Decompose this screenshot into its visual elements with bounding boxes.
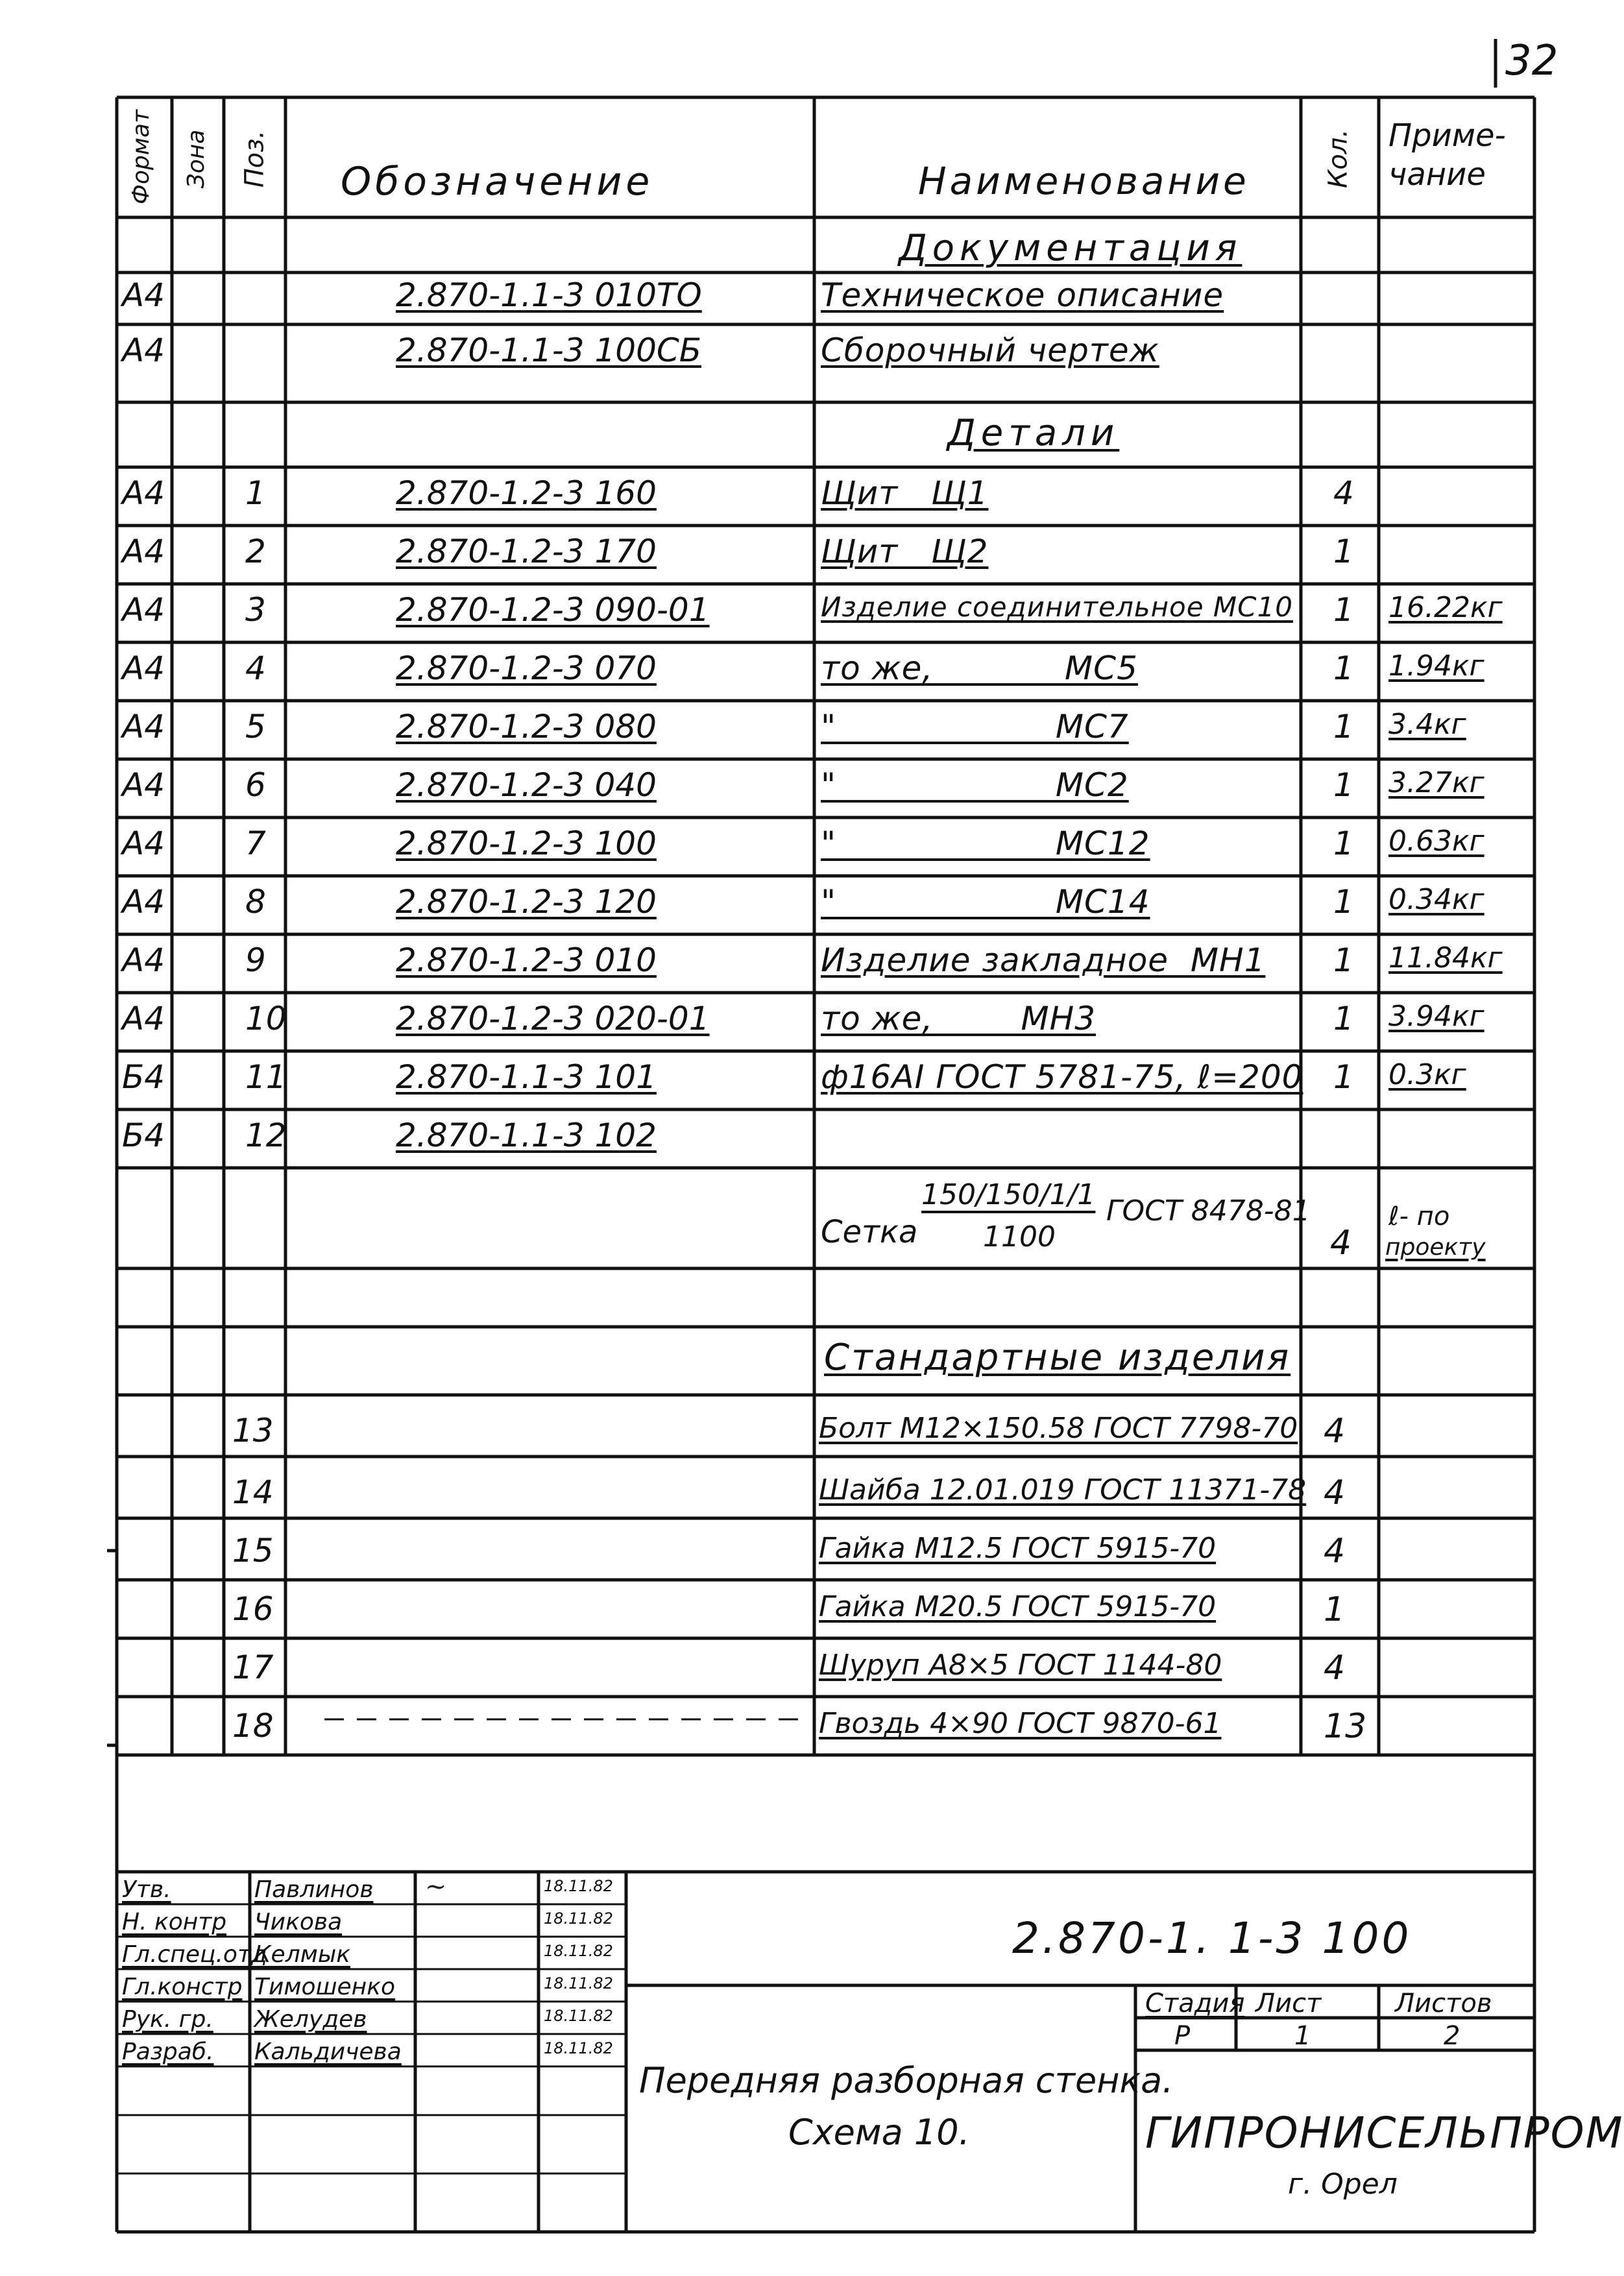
row-name: ф16АI ГОСТ 5781-75, ℓ=200 [821,1058,1303,1096]
std-pos: 13 [232,1412,274,1449]
organization: ГИПРОНИСЕЛЬПРОМ [1145,2108,1624,2158]
row-pos: 7 [245,825,266,862]
row-name: " МС7 [821,708,1129,745]
row-qty: 1 [1333,708,1354,745]
row-format: А4 [122,276,165,314]
row-name: " МС14 [821,883,1150,921]
section-details: Детали [947,412,1120,454]
std-name: Шайба 12.01.019 ГОСТ 11371-78 [819,1473,1307,1507]
stage-label: Стадия [1145,1989,1245,2018]
row-name: " МС12 [821,825,1150,862]
stamp-role: Утв. [122,1876,171,1903]
row-pos: 8 [245,883,266,921]
row-pos: 12 [245,1117,287,1154]
setka-gost: ГОСТ 8478-81 [1106,1194,1311,1228]
row-name: то же, МН3 [821,1000,1097,1037]
stamp-role: Разраб. [122,2039,214,2065]
city: г. Орел [1288,2168,1398,2201]
row-format: А4 [122,1000,165,1037]
doc-code: 2.870-1. 1-3 100 [1012,1913,1412,1963]
row-note: 11.84кг [1388,941,1503,975]
setka-note-2: проекту [1385,1234,1486,1261]
stamp-name: Чикова [254,1909,343,1935]
row-pos: 10 [245,1000,287,1037]
std-qty: 4 [1324,1473,1346,1512]
row-format: А4 [122,649,165,687]
setka-note-1: ℓ- по [1388,1202,1450,1231]
row-format: А4 [122,332,165,369]
stamp-date: 18.11.82 [544,2007,613,2025]
row-name: " МС2 [821,766,1129,804]
row-format: А4 [122,708,165,745]
row-format: Б4 [122,1117,165,1154]
row-pos: 1 [245,474,266,512]
row-note: 3.4кг [1388,708,1466,741]
row-format: А4 [122,825,165,862]
header-note-2: чание [1388,156,1486,193]
row-pos: 6 [245,766,266,804]
std-name: Гвоздь 4×90 ГОСТ 9870-61 [819,1707,1222,1740]
sheet-label: Лист [1255,1989,1322,2018]
row-designation: 2.870-1.1-3 102 [396,1117,657,1154]
row-designation: 2.870-1.2-3 100 [396,825,657,862]
row-pos: 9 [245,941,266,979]
row-pos: 4 [245,649,266,687]
row-name: Щит Щ1 [821,474,989,512]
stamp-date: 18.11.82 [544,1974,613,1992]
header-designation: Обозначение [341,159,654,204]
row-designation: 2.870-1.1-3 101 [396,1058,657,1096]
std-qty: 4 [1324,1412,1346,1451]
row-qty: 1 [1333,649,1354,687]
stamp-name: Павлинов [254,1876,374,1903]
row-format: А4 [122,474,165,512]
row-designation: 2.870-1.1-3 100СБ [396,332,702,369]
stamp-role: Гл.констр [122,1974,243,2000]
row-name: Техническое описание [821,276,1224,314]
stamp-role: Н. контр [122,1909,227,1935]
page-number: 32 [1505,37,1558,85]
header-pos: Поз. [239,130,270,188]
header-name: Наименование [918,159,1250,203]
row-note: 3.94кг [1388,1000,1485,1033]
stamp-date: 18.11.82 [544,1909,613,1928]
row-name: Изделие закладное МН1 [821,941,1266,979]
row-name: Изделие соединительное МС10 [821,591,1293,623]
row-note: 0.63кг [1388,825,1485,858]
std-name: Болт М12×150.58 ГОСТ 7798-70 [819,1412,1298,1445]
row-qty: 1 [1333,591,1354,629]
row-designation: 2.870-1.2-3 080 [396,708,657,745]
header-format: Формат [128,109,154,204]
row-format: Б4 [122,1058,165,1096]
std-name: Гайка М20.5 ГОСТ 5915-70 [819,1590,1217,1623]
row-designation: 2.870-1.2-3 010 [396,941,657,979]
setka-denominator: 1100 [983,1220,1056,1253]
header-qty: Кол. [1323,128,1353,189]
std-pos: 18 [232,1707,274,1745]
row-designation: 2.870-1.2-3 020-01 [396,1000,710,1037]
row-designation: 2.870-1.2-3 160 [396,474,657,512]
row-pos: 2 [245,533,266,570]
signature-1: ~ [425,1872,447,1902]
std-pos: 15 [232,1532,274,1569]
row-qty: 1 [1333,825,1354,862]
row-format: А4 [122,766,165,804]
std-pos: 16 [232,1590,274,1628]
row-qty: 1 [1333,941,1354,979]
std-name: Гайка М12.5 ГОСТ 5915-70 [819,1532,1217,1565]
row-qty: 1 [1333,533,1354,570]
std-pos: 17 [232,1649,274,1686]
row-note: 16.22кг [1388,591,1503,624]
section-documentation: Документация [899,227,1242,269]
row-qty: 1 [1333,1058,1354,1096]
stamp-name: Тимошенко [254,1974,395,2000]
row-designation: 2.870-1.2-3 040 [396,766,657,804]
header-note-1: Приме- [1388,117,1506,154]
section-standard: Стандартные изделия [824,1337,1291,1379]
row-qty: 1 [1333,766,1354,804]
std-qty: 13 [1324,1707,1367,1746]
row-designation: 2.870-1.2-3 090-01 [396,591,710,629]
stamp-date: 18.11.82 [544,1942,613,1960]
stamp-date: 18.11.82 [544,1877,613,1895]
row-pos: 5 [245,708,266,745]
std-qty: 1 [1324,1590,1346,1629]
stage-value: Р [1174,2021,1191,2051]
stamp-name: Желудев [254,2006,367,2033]
drawing-title-2: Схема 10. [788,2112,970,2153]
row-designation: 2.870-1.2-3 120 [396,883,657,921]
row-designation: 2.870-1.2-3 070 [396,649,657,687]
row-format: А4 [122,883,165,921]
sheets-value: 2 [1444,2021,1460,2051]
sheets-label: Листов [1395,1989,1492,2018]
stamp-name: Кальдичева [254,2039,402,2065]
row-designation: 2.870-1.2-3 170 [396,533,657,570]
std-pos: 14 [232,1473,274,1511]
setka-label: Сетка [821,1214,918,1250]
std-qty: 4 [1324,1649,1346,1688]
row-pos: 11 [245,1058,287,1096]
row-qty: 4 [1333,474,1354,512]
row-qty: 1 [1333,1000,1354,1037]
stamp-role: Гл.спец.отд [122,1941,267,1968]
row-designation: 2.870-1.1-3 010ТО [396,276,702,314]
row-format: А4 [122,533,165,570]
row-name: Щит Щ2 [821,533,989,570]
row-pos: 3 [245,591,266,629]
row-format: А4 [122,591,165,629]
row-note: 1.94кг [1388,649,1485,683]
stamp-name: Келмык [254,1941,351,1968]
row-note: 3.27кг [1388,766,1485,799]
std-name: Шуруп А8×5 ГОСТ 1144-80 [819,1649,1222,1682]
row-note: 0.3кг [1388,1058,1466,1091]
row-name: Сборочный чертеж [821,332,1159,369]
row-note: 0.34кг [1388,883,1485,916]
setka-qty: 4 [1330,1224,1352,1263]
header-zone: Зона [183,129,210,189]
row-format: А4 [122,941,165,979]
stamp-role: Рук. гр. [122,2006,213,2033]
drawing-title-1: Передняя разборная стенка. [639,2060,1174,2101]
sheet-value: 1 [1294,2021,1311,2051]
row-qty: 1 [1333,883,1354,921]
std-qty: 4 [1324,1532,1346,1571]
stamp-date: 18.11.82 [544,2039,613,2057]
row-name: то же, МС5 [821,649,1138,687]
setka-numerator: 150/150/1/1 [921,1178,1096,1211]
